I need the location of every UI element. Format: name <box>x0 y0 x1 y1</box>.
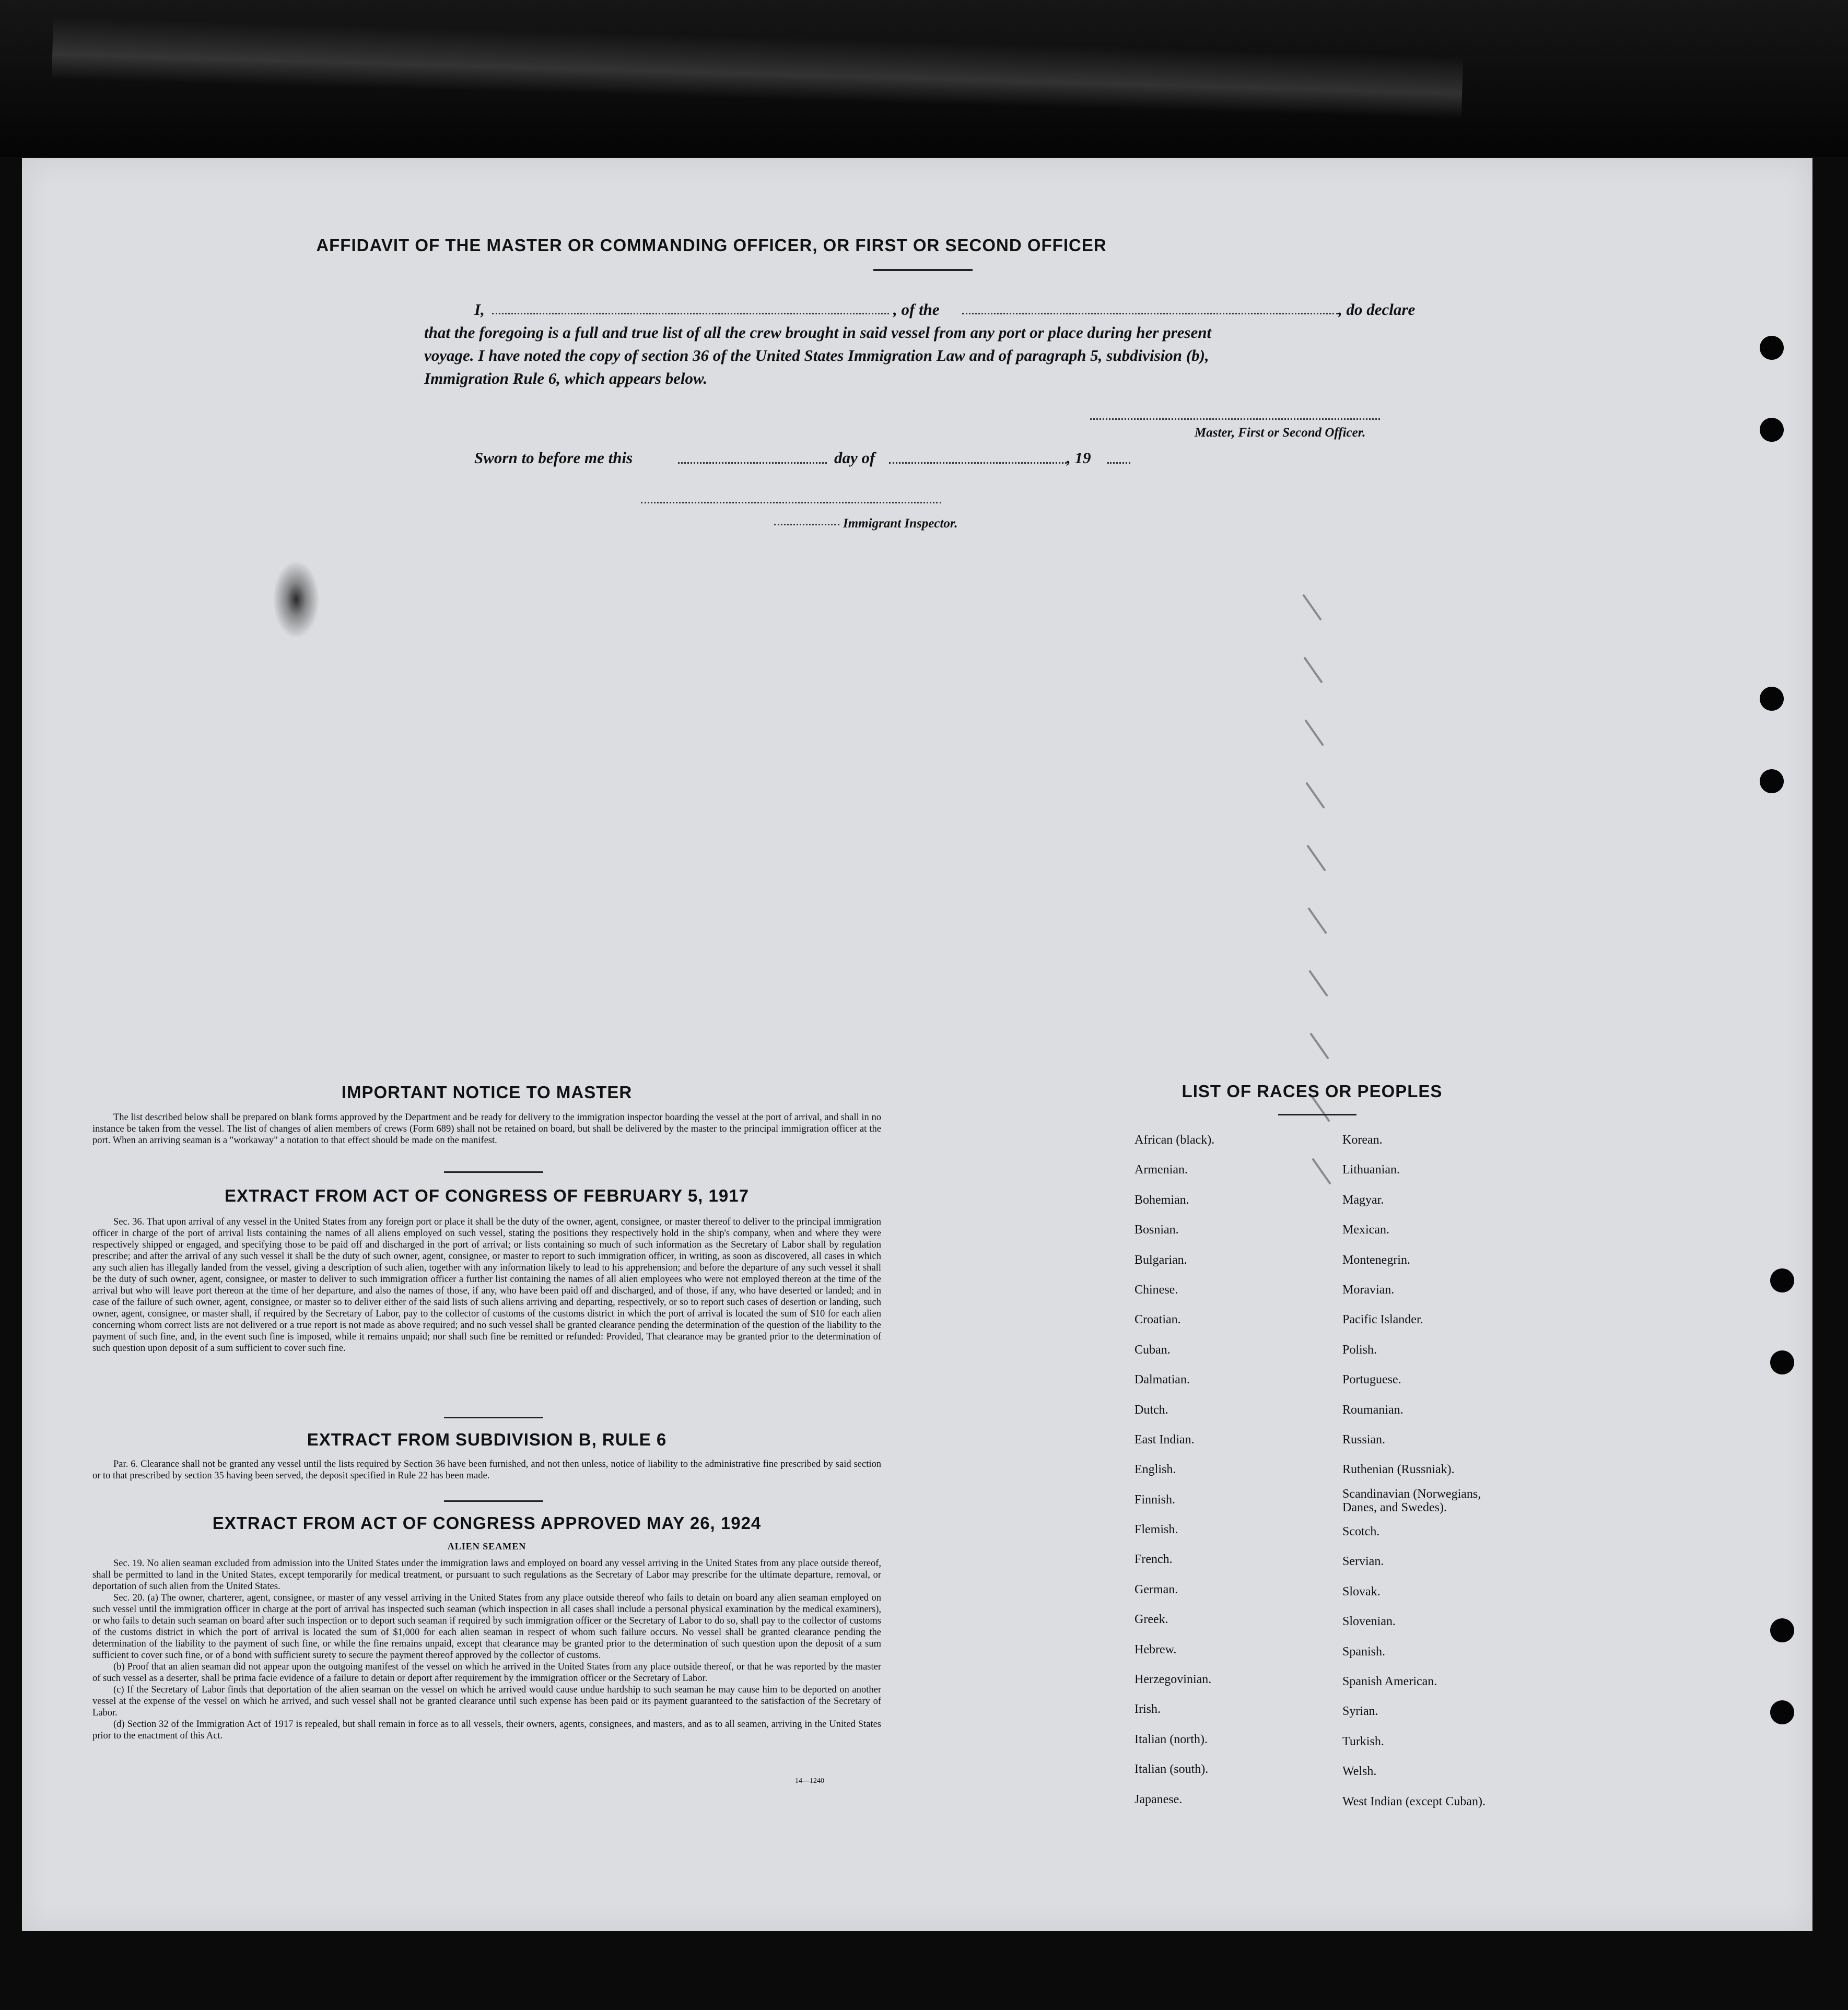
race-item: Flemish. <box>1134 1523 1178 1537</box>
race-item: Magyar. <box>1342 1193 1384 1207</box>
race-item: Bosnian. <box>1134 1223 1179 1237</box>
pencil-mark <box>1307 907 1327 934</box>
race-item: African (black). <box>1134 1133 1215 1147</box>
race-item: Finnish. <box>1134 1492 1176 1507</box>
affidavit-i: I, <box>474 300 485 319</box>
binder-hole <box>1770 1618 1794 1642</box>
race-item: Korean. <box>1342 1133 1383 1147</box>
extract-rule6-paragraph: Par. 6. Clearance shall not be granted any vessel until the lists required by Section 36 have been furnished, and not then unless, notice of liability to the administrative fine prescribed by said section or to that prescribed by section 35 having been served, the deposit specified in Rule 22 has been made. <box>92 1459 881 1481</box>
year-label: , 19 <box>1067 449 1091 467</box>
sworn-year-field[interactable] <box>1107 462 1130 464</box>
race-item: Bohemian. <box>1134 1193 1189 1207</box>
race-item: Hebrew. <box>1134 1642 1177 1656</box>
race-item: Japanese. <box>1134 1792 1183 1806</box>
extract-1924-body <box>92 1558 881 1742</box>
inspector-label: Immigrant Inspector. <box>843 516 958 531</box>
races-left-column <box>1134 1125 1214 1815</box>
race-item: Scandinavian (Norwegians, Danes, and Swedes). <box>1342 1487 1481 1514</box>
race-item: Spanish American. <box>1342 1675 1437 1689</box>
race-item: East Indian. <box>1134 1432 1195 1447</box>
extract-1917-paragraph: Sec. 36. That upon arrival of any vessel in the United States from any foreign port or place it shall be the duty of the owner, agent, consignee, or master thereof to deliver to the principal immigration officer in charge of the port of arrival lists containing the names of all aliens employed on such vessel, stating the positions they respectively hold in the ship's company, when and where they were respectively shipped or engaged, and specifying those to be paid off and discharged in the port of arrival; or lists containing so much of such information as the Secretary of Labor shall by regulation prescribe; and after the arrival of any such vessel it shall be the duty of such owner, agent, consignee, or master to report to such immigration officer, in writing, as soon as discovered, all cases in which any such alien has illegally landed from the vessel, giving a description of such alien, together with any information likely to lead to his apprehension; and before the departure of any such vessel it shall be the duty of such owner, agent, consignee, or master to deliver to such immigration officer a further list containing the names of all alien employees who were not employed thereon at the time of the arrival but who will leave port thereon at the time of her departure, and also the names of those, if any, who have been paid off and discharged, and of those, if any, who have deserted or landed; and in case of the failure of such owner, agent, consignee, or master so to deliver either of the said lists of such aliens arriving and departing, respectively, or so to report such cases of desertion or landing, such owner, agent, consignee, or master shall, if required by the Secretary of Labor, pay to the collector of customs of the customs district in which the port of arrival is located the sum of $10 for each alien concerning whom correct lists are not delivered or a true report is not made as above required; and no such vessel shall be granted clearance pending the determination of the question of the liability to the payment of such fine, and, in the event such fine is imposed, while it remains unpaid; nor shall such fine be remitted or refunded: Provided, That clearance may be granted prior to the determination of such question upon deposit of a sum sufficient to cover such fine. <box>92 1217 881 1354</box>
race-item: Greek. <box>1134 1613 1168 1627</box>
notice-rule <box>444 1171 543 1173</box>
race-item: Lithuanian. <box>1342 1163 1400 1177</box>
binder-hole <box>1760 336 1784 360</box>
race-item: French. <box>1134 1553 1173 1567</box>
notice-title: IMPORTANT NOTICE TO MASTER <box>341 1083 633 1102</box>
race-item: Turkish. <box>1342 1734 1384 1748</box>
binder-hole <box>1760 769 1784 793</box>
race-item: Chinese. <box>1134 1283 1178 1297</box>
affidavit-title: AFFIDAVIT OF THE MASTER OR COMMANDING OFFICER, OR FIRST OR SECOND OFFICER <box>316 236 1107 255</box>
race-item: English. <box>1134 1463 1176 1477</box>
race-item: Herzegovinian. <box>1134 1673 1212 1687</box>
race-item: Cuban. <box>1134 1343 1171 1357</box>
scan-border-top <box>0 0 1848 157</box>
document-page <box>22 158 1812 1931</box>
race-item: Ruthenian (Russniak). <box>1342 1463 1455 1477</box>
extract-1917-title: EXTRACT FROM ACT OF CONGRESS OF FEBRUARY 5, 1917 <box>225 1186 749 1205</box>
sworn-month-field[interactable] <box>889 462 1067 464</box>
race-item: Syrian. <box>1342 1705 1378 1719</box>
affidavit-title-rule <box>873 269 973 271</box>
extract-1924-sec20a: Sec. 20. (a) The owner, charterer, agent, consignee, or master of any vessel arriving in the United States from any place outside thereof who fails to detain on board any alien seaman employed on such vessel until the immigration officer in charge at the port of arrival has inspected such seaman (which inspection in all cases shall include a personal physical examination by the medical examiners), or who fails to detain such seaman on board after such inspection or to deport such seaman if required by such immigration officer or the Secretary of Labor to do so, shall pay to the collector of customs of the customs district in which the port of arrival is located the sum of $1,000 for each alien seaman in respect of whom such failure occurs. No vessel shall be granted clearance pending the determination of the liability to the payment of such fine, or while the fine remains unpaid, except that clearance may be granted prior to the determination of such question upon the deposit of a sum sufficient to cover such fine, or of a bond with sufficient surety to secure the payment thereof approved by the collector of customs. <box>92 1593 881 1661</box>
race-item: West Indian (except Cuban). <box>1342 1794 1486 1808</box>
extract-1924-sec19: Sec. 19. No alien seaman excluded from admission into the United States under the immigration laws and employed on board any vessel arriving in the United States from any place outside thereof, shall be permitted to land in the United States, except temporarily for medical treatment, or pursuant to such regulations as the Secretary of Labor may prescribe for the ultimate departure, removal, or deportation of such alien from the United States. <box>92 1558 881 1592</box>
binder-hole <box>1770 1700 1794 1724</box>
pencil-mark <box>1305 782 1325 808</box>
affidavit-declare: , do declare <box>1338 300 1416 319</box>
extract-rule6-title: EXTRACT FROM SUBDIVISION B, RULE 6 <box>307 1430 667 1449</box>
extract-1924-sec20c: (c) If the Secretary of Labor finds that deportation of the alien seaman on the vessel on which he arrived would cause undue hardship to such seaman he may cause him to be deported on another vessel at the expense of the vessel on which he arrived, and such vessel shall not be granted clearance until such expense has been paid or its payment guaranteed to the satisfaction of the Secretary of Labor. <box>92 1685 881 1718</box>
race-item: Moravian. <box>1342 1283 1395 1297</box>
binder-hole <box>1770 1268 1794 1292</box>
race-item: Montenegrin. <box>1342 1253 1410 1267</box>
races-right-column <box>1342 1125 1515 1817</box>
pencil-mark <box>1308 970 1328 996</box>
affidavit-line2: that the foregoing is a full and true list of all the crew brought in said vessel from any port or place during her present <box>424 323 1212 342</box>
extract-rule6-rule <box>444 1500 543 1502</box>
race-item: Pacific Islander. <box>1342 1313 1423 1327</box>
races-title: LIST OF RACES OR PEOPLES <box>1182 1082 1443 1101</box>
race-item: Roumanian. <box>1342 1403 1403 1417</box>
binder-hole <box>1760 687 1784 711</box>
sworn-label: Sworn to before me this <box>474 449 633 467</box>
binder-hole <box>1770 1350 1794 1374</box>
race-item: Portuguese. <box>1342 1373 1401 1387</box>
race-item: Slovak. <box>1342 1584 1381 1598</box>
extract-1917-rule <box>444 1417 543 1418</box>
race-item: German. <box>1134 1582 1178 1596</box>
race-item: Italian (south). <box>1134 1762 1209 1777</box>
ink-smudge <box>273 560 320 639</box>
race-item: Polish. <box>1342 1343 1377 1357</box>
race-item: Slovenian. <box>1342 1615 1396 1629</box>
pencil-mark <box>1309 1032 1329 1059</box>
race-item: Dutch. <box>1134 1403 1168 1417</box>
affidavit-line3: voyage. I have noted the copy of section 36 of the United States Immigration Law and of paragraph 5, subdivision (b), <box>424 346 1209 365</box>
race-item: Servian. <box>1342 1555 1384 1569</box>
race-item: Russian. <box>1342 1432 1386 1447</box>
inspector-signature-field[interactable] <box>641 502 941 503</box>
extract-1924-title: EXTRACT FROM ACT OF CONGRESS APPROVED MAY 26, 1924 <box>212 1513 762 1533</box>
name-field[interactable] <box>492 313 889 314</box>
sworn-day-field[interactable] <box>678 462 827 464</box>
pencil-mark <box>1303 656 1323 683</box>
race-item: Bulgarian. <box>1134 1253 1187 1267</box>
pencil-mark <box>1312 1158 1331 1184</box>
race-item: Welsh. <box>1342 1765 1377 1779</box>
race-item: Scotch. <box>1342 1525 1380 1539</box>
vessel-field[interactable] <box>962 313 1338 314</box>
day-of-label: day of <box>834 449 875 467</box>
race-item: Spanish. <box>1342 1644 1386 1659</box>
extract-1924-sec20d: (d) Section 32 of the Immigration Act of 1917 is repealed, but shall remain in force as to all vessels, their owners, agents, consignees, and masters, and as to all seamen, arriving in the United States prior to the enactment of this Act. <box>92 1719 881 1741</box>
inspector-prefix-line <box>774 524 839 525</box>
extract-1917-body <box>92 1216 881 1354</box>
race-item: Dalmatian. <box>1134 1373 1190 1387</box>
affidavit-line4: Immigration Rule 6, which appears below. <box>424 369 708 387</box>
underlying-page-edge <box>52 17 1463 119</box>
binder-hole <box>1760 418 1784 442</box>
master-signature-field[interactable] <box>1090 418 1380 420</box>
pencil-mark <box>1304 719 1324 746</box>
affidavit-of-the: , of the <box>893 300 940 319</box>
master-signature-label: Master, First or Second Officer. <box>1195 426 1366 440</box>
extract-1924-subtitle: ALIEN SEAMEN <box>447 1541 527 1551</box>
extract-rule6-body <box>92 1459 881 1482</box>
notice-body <box>92 1112 881 1146</box>
race-item: Armenian. <box>1134 1163 1188 1177</box>
extract-1924-sec20b: (b) Proof that an alien seaman did not appear upon the outgoing manifest of the vessel on which he arrived in the United States from any place outside thereof, or that he was reported by the master of such vessel as a deserter, shall be prima facie evidence of a failure to detain or deport after requirement by the immigration officer or the Secretary of Labor. <box>92 1662 881 1684</box>
pencil-mark <box>1302 594 1322 620</box>
race-item: Italian (north). <box>1134 1732 1208 1746</box>
pencil-mark <box>1306 844 1326 871</box>
race-item: Irish. <box>1134 1702 1161 1717</box>
race-item: Mexican. <box>1342 1223 1389 1237</box>
form-number: 14—1240 <box>795 1777 824 1785</box>
notice-paragraph: The list described below shall be prepared on blank forms approved by the Department and be ready for delivery to the immigration inspector boarding the vessel at the port of arrival, and shall in no instance be taken from the vessel. The list of changes of alien members of crews (Form 689) shall not be retained on board, but shall be delivered by the master to the principal immigration officer at the port. When an arriving seaman is a "workaway" a notation to that effect should be made on the manifest. <box>92 1112 881 1146</box>
race-item: Croatian. <box>1134 1313 1181 1327</box>
races-title-rule <box>1278 1114 1356 1115</box>
